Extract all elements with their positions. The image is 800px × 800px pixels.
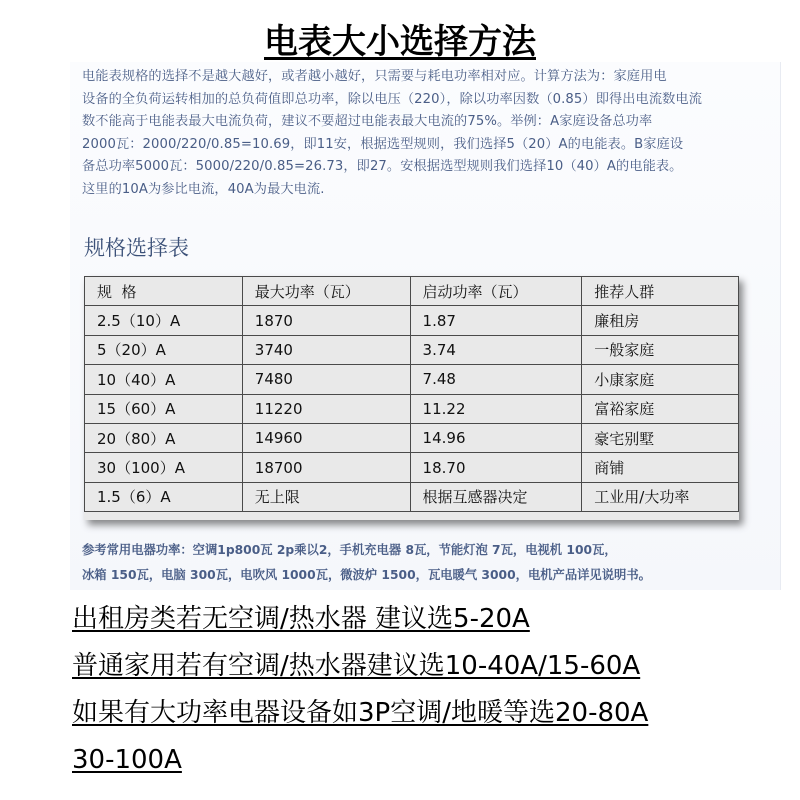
table-cell: 14.96 xyxy=(410,423,582,452)
table-title: 规格选择表 xyxy=(84,236,189,260)
intro-line: 电能表规格的选择不是越大越好，或者越小越好，只需要与耗电功率相对应。计算方法为：家庭用电 xyxy=(82,69,667,84)
reference-power-note xyxy=(82,538,772,588)
recommendation-line: 30-100A xyxy=(72,745,182,775)
table-cell: 豪宅别墅 xyxy=(582,423,739,452)
table-cell: 10（40）A xyxy=(85,365,243,394)
page-title: 电表大小选择方法 xyxy=(264,22,536,62)
header-cell: 启动功率（瓦） xyxy=(410,277,582,306)
table-row xyxy=(85,365,739,394)
table-cell: 工业用/大功率 xyxy=(582,482,739,511)
table-cell: 14960 xyxy=(242,423,410,452)
table-cell: 5（20）A xyxy=(85,335,243,364)
table-row xyxy=(85,306,739,335)
table-row xyxy=(85,335,739,364)
table-header-row xyxy=(85,277,739,306)
spec-table xyxy=(84,276,739,520)
intro-line: 2000瓦：2000/220/0.85=10.69，即11安，根据选型规则，我们选择5（20）A的电能表。B家庭设 xyxy=(82,136,684,152)
table-cell: 无上限 xyxy=(242,482,410,511)
table-cell: 小康家庭 xyxy=(582,365,739,394)
table-cell: 根据互感器决定 xyxy=(410,482,582,511)
table-row xyxy=(85,482,739,511)
header-cell: 规 格 xyxy=(85,277,243,306)
intro-line: 数不能高于电能表最大电流负荷，建议不要超过电能表最大电流的75%。举例：A家庭设备总功率 xyxy=(82,114,653,129)
table-cell: 18.70 xyxy=(410,453,582,482)
table-cell: 廉租房 xyxy=(582,306,739,335)
table-cell: 商铺 xyxy=(582,453,739,482)
table-cell: 富裕家庭 xyxy=(582,394,739,423)
table-row xyxy=(85,423,739,452)
table-cell: 7480 xyxy=(242,365,410,394)
table-cell: 3740 xyxy=(242,335,410,364)
intro-line: 这里的10A为参比电流，40A为最大电流. xyxy=(82,181,325,197)
table-cell: 11.22 xyxy=(410,394,582,423)
reference-line: 参考常用电器功率：空调1p800瓦 2p乘以2，手机充电器 8瓦，节能灯泡 7瓦，电视机 100瓦， xyxy=(82,543,617,557)
header-cell: 最大功率（瓦） xyxy=(242,277,410,306)
recommendation-line: 如果有大功率电器设备如3P空调/地暖等选20-80A xyxy=(72,698,649,728)
intro-line: 设备的全负荷运转相加的总负荷值即总功率，除以电压（220），除以功率因数（0.85）即得出电流数电流 xyxy=(82,91,702,107)
table-cell: 18700 xyxy=(242,453,410,482)
table-row xyxy=(85,453,739,482)
table-cell: 一般家庭 xyxy=(582,335,739,364)
table-cell: 30（100）A xyxy=(85,453,243,482)
table-cell: 7.48 xyxy=(410,365,582,394)
table-cell: 2.5（10）A xyxy=(85,306,243,335)
intro-paragraph xyxy=(82,66,750,201)
header-cell: 推荐人群 xyxy=(582,277,739,306)
table-cell: 1.87 xyxy=(410,306,582,335)
recommendation-line: 出租房类若无空调/热水器 建议选5-20A xyxy=(72,604,530,634)
table-cell: 3.74 xyxy=(410,335,582,364)
intro-line: 备总功率5000瓦：5000/220/0.85=26.73，即27。安根据选型规则我们选择10（40）A的电能表。 xyxy=(82,159,683,174)
table-cell: 1.5（6）A xyxy=(85,482,243,511)
table-cell: 20（80）A xyxy=(85,423,243,452)
table-row xyxy=(85,394,739,423)
table-cell: 11220 xyxy=(242,394,410,423)
table-cell: 15（60）A xyxy=(85,394,243,423)
recommendation-list xyxy=(72,596,792,784)
recommendation-line: 普通家用若有空调/热水器建议选10-40A/15-60A xyxy=(72,651,641,681)
reference-line: 冰箱 150瓦，电脑 300瓦，电吹风 1000瓦，微波炉 1500，瓦电暖气 3000，电机产品详见说明书。 xyxy=(82,568,651,582)
table-cell: 1870 xyxy=(242,306,410,335)
